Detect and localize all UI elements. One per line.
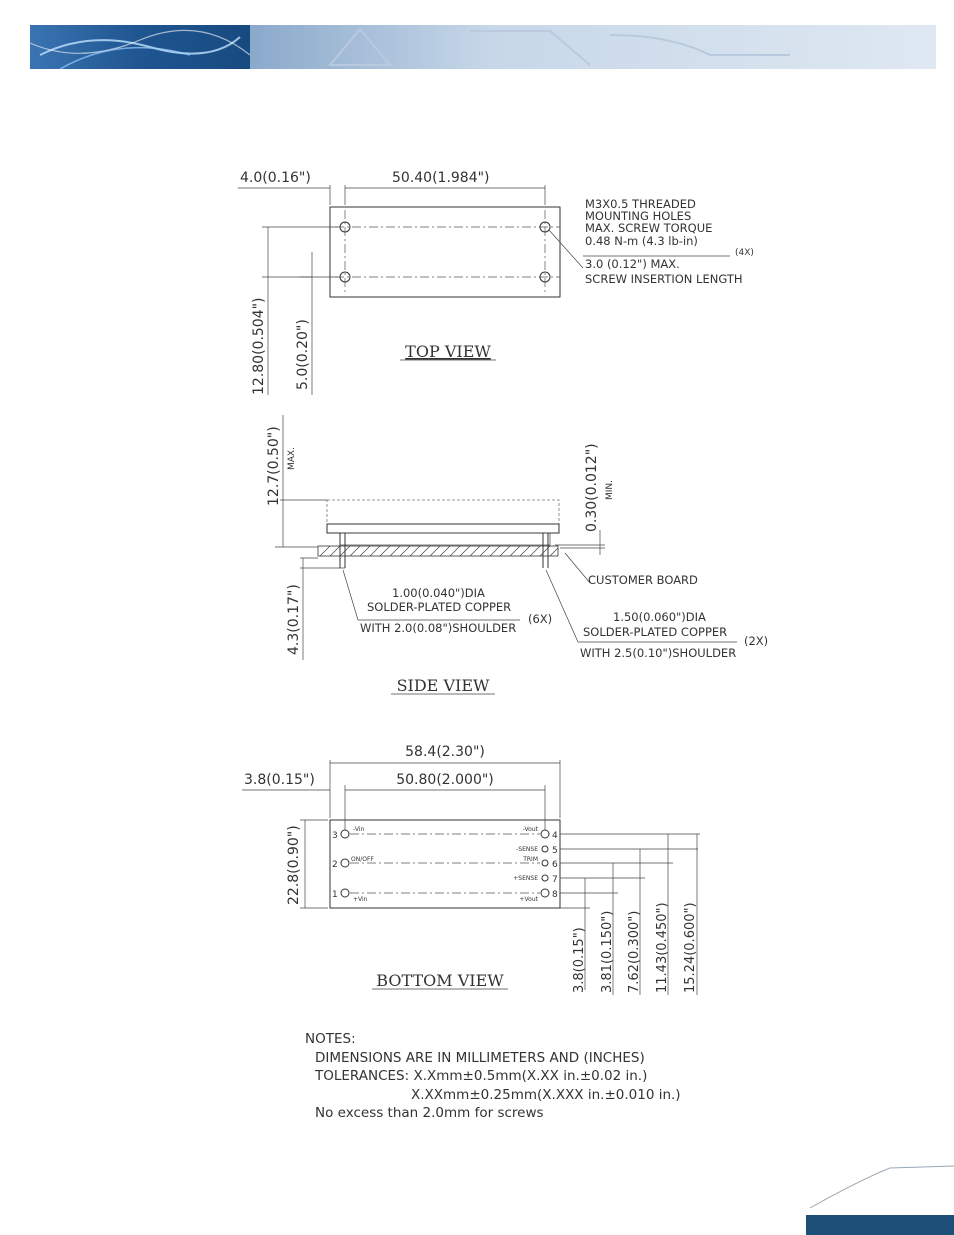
pin-label: +Vout (519, 896, 538, 903)
side-dim-pin: 4.3(0.17") (286, 584, 302, 655)
side-baseplate (327, 524, 559, 533)
bottom-dim-width: 22.8(0.90") (286, 825, 302, 905)
pin-number: 6 (552, 860, 558, 870)
bottom-view (242, 744, 700, 995)
top-dim-height: 12.80(0.504") (251, 297, 267, 395)
pin-number: 7 (552, 875, 558, 885)
top-view (238, 170, 754, 395)
right-dim: 3.8(0.15") (572, 927, 587, 993)
right-dim: 7.62(0.300") (627, 910, 642, 993)
pin-number: 8 (552, 890, 558, 900)
bottom-view-title: BOTTOM VIEW (376, 971, 504, 990)
side-dim-gap-tag: MIN. (605, 479, 615, 500)
top-dim-hole-offset: 4.0(0.16") (240, 170, 311, 186)
side-dim-gap: 0.30(0.012") (584, 443, 600, 532)
pin-large-note: SOLDER-PLATED COPPER (583, 625, 728, 639)
pin-number: 1 (332, 890, 338, 900)
pin-circle (341, 889, 349, 897)
right-dim: 15.24(0.600") (683, 902, 698, 993)
bottom-dim-pin-spacing: 50.80(2.000") (396, 772, 494, 788)
pin-label: ON/OFF (351, 856, 374, 863)
bottom-dim-offset: 3.8(0.15") (244, 772, 315, 788)
top-view-outline (330, 207, 560, 297)
pin-label: -SENSE (516, 846, 538, 853)
pin-circle (542, 846, 548, 852)
top-note-line: MOUNTING HOLES (585, 209, 692, 223)
pin-label: +SENSE (513, 875, 538, 882)
top-note-line: M3X0.5 THREADED (585, 197, 696, 211)
top-dim-hole-row: 5.0(0.20") (295, 319, 311, 390)
pin-number: 4 (552, 831, 558, 841)
side-dim-height-tag: MAX. (287, 447, 297, 470)
pin-circle (541, 830, 549, 838)
right-dim: 3.81(0.150") (600, 910, 615, 993)
notes-line: TOLERANCES: X.Xmm±0.5mm(X.XX in.±0.02 in.) (315, 1068, 648, 1084)
pin-label: -Vout (522, 826, 538, 833)
side-view-title: SIDE VIEW (396, 676, 490, 695)
notes-heading: NOTES: (305, 1031, 356, 1047)
pin-circle (542, 860, 548, 866)
bottom-view-outline (330, 820, 560, 908)
side-view (266, 415, 768, 695)
notes-line: X.XXmm±0.25mm(X.XXX in.±0.010 in.) (411, 1086, 681, 1103)
pin-number: 2 (332, 860, 338, 870)
corner-decoration (800, 1160, 954, 1235)
top-note-line: 3.0 (0.12") MAX. (585, 257, 680, 271)
pin-small-note: 1.00(0.040")DIA (392, 586, 485, 600)
notes (305, 1030, 681, 1123)
pin-circle (542, 875, 548, 881)
top-note-qty: (4X) (735, 248, 754, 258)
pin-circle (341, 830, 349, 838)
top-note-line: 0.48 N-m (4.3 lb-in) (585, 234, 698, 248)
pin-large-qty: (2X) (744, 634, 769, 648)
pin-circle (541, 889, 549, 897)
top-note-line: MAX. SCREW TORQUE (585, 221, 713, 235)
pin-circle (341, 859, 349, 867)
pin-label: -Vin (353, 826, 365, 833)
bottom-dim-length: 58.4(2.30") (405, 744, 485, 760)
pin-large-note: WITH 2.5(0.10")SHOULDER (580, 646, 737, 660)
pin-number: 3 (332, 831, 338, 841)
side-dim-height: 12.7(0.50") (266, 426, 282, 506)
side-pcb (340, 533, 550, 545)
top-dim-hole-spacing: 50.40(1.984") (392, 170, 490, 186)
corner-bar (806, 1215, 954, 1235)
notes-line: No excess than 2.0mm for screws (315, 1105, 544, 1121)
pin-label: TRIM (523, 856, 538, 863)
top-view-title: TOP VIEW (405, 342, 491, 361)
pin-small-note: WITH 2.0(0.08")SHOULDER (360, 621, 517, 635)
pin-label: +Vin (353, 896, 368, 903)
pin-small-qty: (6X) (528, 612, 553, 626)
customer-board (318, 546, 558, 556)
top-note-line: SCREW INSERTION LENGTH (585, 272, 743, 286)
pin-number: 5 (552, 846, 558, 856)
right-dim: 11.43(0.450") (655, 902, 670, 993)
side-max-outline (327, 500, 559, 524)
notes-line: DIMENSIONS ARE IN MILLIMETERS AND (INCHES) (315, 1049, 645, 1066)
customer-board-label: CUSTOMER BOARD (588, 573, 698, 587)
pin-large-note: 1.50(0.060")DIA (613, 610, 706, 624)
pin-small-note: SOLDER-PLATED COPPER (367, 600, 512, 614)
